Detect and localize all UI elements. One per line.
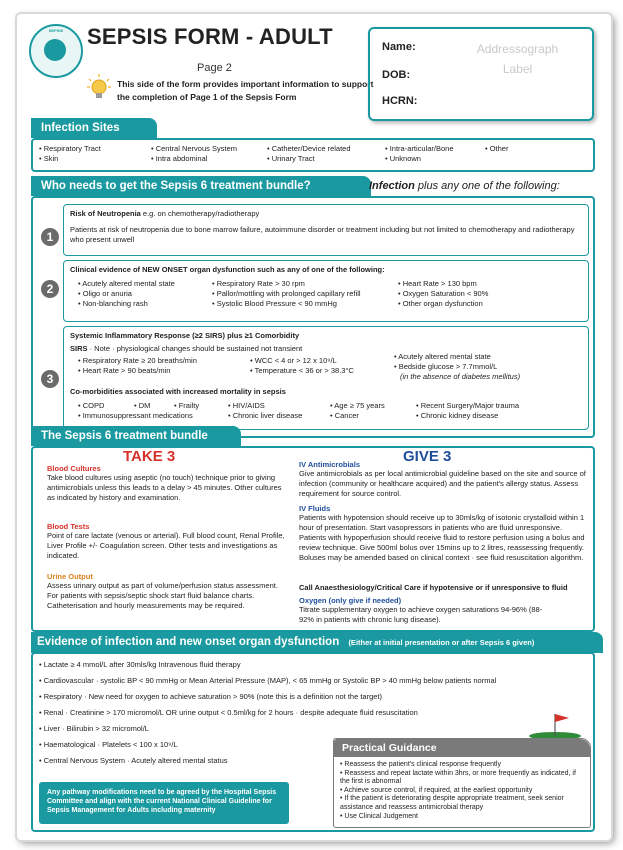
comorbidities-heading: Co-morbidities associated with increased mortality in sepsis xyxy=(70,387,286,396)
comorb-col2: • DM xyxy=(134,401,151,410)
comorb-col5: • Age ≥ 75 years • Cancer xyxy=(330,401,385,420)
sirs-col1: • Respiratory Rate ≥ 20 breaths/min • Heart Rate > 90 beats/min xyxy=(78,356,197,375)
iv-fluids-text: Patients with hypotension should receive up to 30mls/kg of isotonic crystalloid within 1 hour of presentation. Start vasopressors in patients who are fluid unresponsive. Patients with hypoperfusion should receive fluid to restore perfusion using a bolus and review technique. Give 500ml bolus over 15mins up to 2 litres, reassessing frequently. Boluses may be amended based on clinical context · see fluid resuscitation algorithm. xyxy=(299,513,585,562)
iv-antimicrobials-text: Give antimicrobials as per local antimicrobial guideline based on the site and source of infection (community or healthcare acquired) and the patient's allergy status. Assess requirement for source control. xyxy=(299,469,586,498)
urine-output-text: Assess urinary output as part of volume/perfusion status assessment. For patients with sepsis/septic shock start fluid balance charts. Catheterisation and hourly measurements may be required. xyxy=(47,581,278,610)
evidence-box xyxy=(31,652,595,832)
sites-col2: • Central Nervous System • Intra abdominal xyxy=(151,144,237,163)
evidence-item: • Haematological · Platelets < 100 x 10⁹/L xyxy=(39,740,178,749)
sirs-note: SIRS · Note · physiological changes should be sustained not transient xyxy=(70,344,303,353)
evidence-item: • Lactate ≥ 4 mmol/L after 30mls/kg Intravenous fluid therapy xyxy=(39,660,241,669)
bundle-box xyxy=(31,446,595,632)
infection-plus-text: Infection plus any one of the following: xyxy=(369,180,560,192)
sirs-col3: • Acutely altered mental state • Bedside glucose > 7.7mmol/L (in the absence of diabetes mellitus) xyxy=(394,352,521,381)
oxygen-text: Titrate supplementary oxygen to achieve oxygen saturations 94-96% (88-92% in patients with chronic lung disease). xyxy=(299,605,543,624)
name-label: Name: xyxy=(382,41,416,53)
intro-text: This side of the form provides important information to support the completion of Page 1 of the Sepsis Form xyxy=(117,79,374,102)
call-anaesthesiology-text: Call Anaesthesiology/Critical Care if hypotensive or if unresponsive to fluid xyxy=(299,583,568,592)
criteria-number-2: 2 xyxy=(41,280,59,298)
who-needs-box xyxy=(31,196,595,438)
practical-guidance-box xyxy=(333,738,591,828)
sites-col1: • Respiratory Tract • Skin xyxy=(39,144,101,163)
sirs-box xyxy=(63,326,589,430)
organ-col3: • Heart Rate > 130 bpm • Oxygen Saturation < 90% • Other organ dysfunction xyxy=(398,279,489,308)
sites-col5: • Other xyxy=(485,144,509,153)
organ-dysfunction-heading: Clinical evidence of NEW ONSET organ dysfunction such as any of one of the following: xyxy=(70,265,385,274)
criteria-number-1: 1 xyxy=(41,228,59,246)
guidance-item: • Reassess and repeat lactate within 3hrs, or more frequently as indicated, if the first is abnormal xyxy=(340,769,576,786)
evidence-item: • Central Nervous System · Acutely altered mental status xyxy=(39,756,228,765)
evidence-title: Evidence of infection and new onset organ dysfunction xyxy=(37,636,340,648)
guidance-item: • Achieve source control, if required, at the earliest opportunity xyxy=(340,786,533,794)
sepsis-logo xyxy=(29,24,83,78)
take-3-heading: TAKE 3 xyxy=(123,448,176,465)
comorb-col3: • Frailty xyxy=(174,401,200,410)
infection-sites-box xyxy=(31,138,595,172)
addressograph-line2: Label xyxy=(502,62,533,76)
organ-col1: • Acutely altered mental state • Oligo or anuria • Non-blanching rash xyxy=(78,279,175,308)
evidence-item: • Cardiovascular · systolic BP < 90 mmHg or Mean Arterial Pressure (MAP), < 65 mmHg or Systolic BP > 40 mmHg below patients normal xyxy=(39,676,497,685)
logo-text: SEPSIS xyxy=(48,28,64,33)
lightbulb-icon xyxy=(87,74,111,104)
comorb-col4: • HIV/AIDS • Chronic liver disease xyxy=(228,401,303,420)
page-title: SEPSIS FORM - ADULT xyxy=(87,24,333,49)
blood-tests-text: Point of care lactate (venous or arterial). Full blood count, Renal Profile, Liver Profile +/- Coagulation screen. Other tests and investigations as indicated. xyxy=(47,531,285,560)
iv-fluids-heading: IV Fluids xyxy=(299,504,331,513)
organ-dysfunction-box xyxy=(63,260,589,322)
guidance-item: • Use Clinical Judgement xyxy=(340,812,418,820)
comorb-col6: • Recent Surgery/Major trauma • Chronic kidney disease xyxy=(416,401,520,420)
page-number: Page 2 xyxy=(197,62,232,74)
neutropenia-heading: Risk of Neutropenia e.g. on chemotherapy/radiotherapy xyxy=(70,209,260,218)
evidence-item: • Renal · Creatinine > 170 micromol/L OR urine output < 0.5ml/kg for 2 hours · despite adequate fluid resuscitation xyxy=(39,708,418,717)
patient-id-box xyxy=(368,27,594,121)
evidence-item: • Respiratory · New need for oxygen to achieve saturation > 90% (note this is a definition not the target) xyxy=(39,692,383,701)
practical-guidance-list xyxy=(340,761,580,821)
guidance-item: • Reassess the patient's clinical response frequently xyxy=(340,761,501,768)
practical-guidance-header: Practical Guidance xyxy=(334,739,590,757)
oxygen-heading: Oxygen (only give if needed) xyxy=(299,596,402,605)
bundle-header: The Sepsis 6 treatment bundle xyxy=(31,426,241,446)
organ-col2: • Respiratory Rate > 30 rpm • Pallor/mottling with prolonged capillary refill • Systolic Blood Pressure < 90 mmHg xyxy=(212,279,361,308)
addressograph-line1: Addressograph xyxy=(476,42,559,56)
blood-cultures-text: Take blood cultures using aseptic (no touch) technique prior to giving antimicrobials unless this leads to a delay > 45 minutes. Other cultures as indicated by history and examination. xyxy=(47,473,282,502)
dob-label: DOB: xyxy=(382,69,411,81)
addressograph-placeholder xyxy=(450,39,585,79)
neutropenia-box xyxy=(63,204,589,256)
flag-icon xyxy=(525,710,585,740)
give-3-heading: GIVE 3 xyxy=(403,448,452,465)
criteria-number-3: 3 xyxy=(41,370,59,388)
evidence-header xyxy=(31,632,603,653)
blood-cultures-heading: Blood Cultures xyxy=(47,464,101,473)
sites-col4: • Intra-articular/Bone • Unknown xyxy=(385,144,454,163)
urine-output-heading: Urine Output xyxy=(47,572,93,581)
sepsis-form-page xyxy=(17,14,611,840)
pathway-modifications-note: Any pathway modifications need to be agreed by the Hospital Sepsis Committee and align with the current National Clinical Guideline for Sepsis Management for Adults including maternity xyxy=(39,782,289,824)
neutropenia-text: Patients at risk of neutropenia due to bone marrow failure, autoimmune disorder or treatment including but not limited to chemotherapy and radiotherapy who present unwell xyxy=(70,225,575,244)
sites-col3: • Catheter/Device related • Urinary Tract xyxy=(267,144,351,163)
hcrn-label: HCRN: xyxy=(382,95,418,107)
infection-sites-header: Infection Sites xyxy=(31,118,157,138)
guidance-item: • If the patient is deteriorating despite appropriate treatment, seek senior assistance and reassess antimicrobial therapy xyxy=(340,795,564,811)
sirs-heading: Systemic Inflammatory Response (≥2 SIRS) plus ≥1 Comorbidity xyxy=(70,331,300,340)
iv-antimicrobials-heading: IV Antimicrobials xyxy=(299,460,360,469)
comorb-col1: • COPD • Immunosuppressant medications xyxy=(78,401,193,420)
blood-tests-heading: Blood Tests xyxy=(47,522,90,531)
evidence-item: • Liver · Bilirubin > 32 micromol/L xyxy=(39,724,149,733)
sirs-col2: • WCC < 4 or > 12 x 10⁹/L • Temperature < 36 or > 38.3°C xyxy=(250,356,354,375)
evidence-title-note: (Either at initial presentation or after Sepsis 6 given) xyxy=(348,638,535,647)
who-needs-header: Who needs to get the Sepsis 6 treatment bundle? xyxy=(31,176,371,196)
